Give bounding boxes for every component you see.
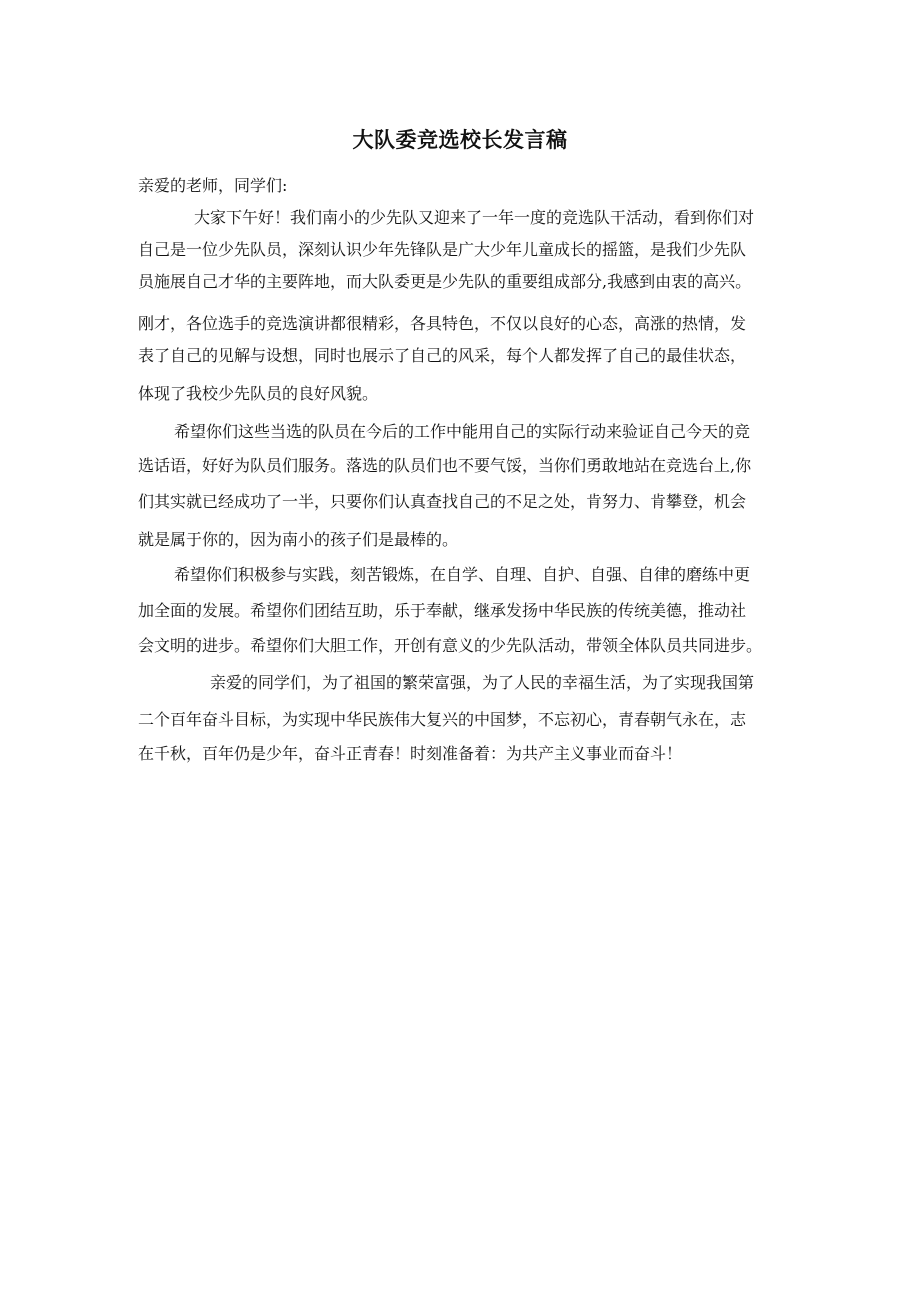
paragraph-3-line-3: 会文明的进步。希望你们大胆工作，开创有意义的少先队活动，带领全体队员共同进步。 [138, 636, 763, 655]
salutation: 亲爱的老师，同学们: [138, 176, 288, 195]
paragraph-3-line-2: 加全面的发展。希望你们团结互助，乐于奉献，继承发扬中华民族的传统美德，推动社 [138, 601, 747, 620]
paragraph-1-line-6: 体现了我校少先队员的良好风貌。 [138, 384, 379, 403]
paragraph-3-line-1: 希望你们积极参与实践，刻苦锻炼，在自学、自理、自护、自强、自律的磨练中更 [174, 565, 751, 584]
paragraph-4-line-2: 二个百年奋斗目标，为实现中华民族伟大复兴的中国梦，不忘初心，青春朝气永在，志 [138, 710, 747, 729]
paragraph-1-line-2: 自己是一位少先队员，深刻认识少年先锋队是广大少年儿童成长的摇篮，是我们少先队 [138, 240, 747, 259]
paragraph-1-line-1: 大家下午好！我们南小的少先队又迎来了一年一度的竞选队干活动，看到你们对 [194, 208, 755, 227]
paragraph-2-line-3: 们其实就已经成功了一半，只要你们认真查找自己的不足之处，肯努力、肯攀登，机会 [138, 492, 747, 511]
paragraph-2-line-1: 希望你们这些当选的队员在今后的工作中能用自己的实际行动来验证自己今天的竞 [174, 422, 751, 441]
paragraph-1-line-5: 表了自己的见解与设想，同时也展示了自己的风采，每个人都发挥了自己的最佳状态， [138, 346, 747, 365]
document-title: 大队委竞选校长发言稿 [352, 128, 568, 152]
paragraph-1-line-4: 刚才，各位选手的竞选演讲都很精彩，各具特色，不仅以良好的心态，高涨的热情，发 [138, 314, 747, 333]
paragraph-2-line-4: 就是属于你的，因为南小的孩子们是最棒的。 [138, 530, 459, 549]
paragraph-4-line-3: 在千秋，百年仍是少年，奋斗正青春！时刻准备着：为共产主义事业而奋斗！ [138, 744, 683, 763]
paragraph-4-line-1: 亲爱的同学们，为了祖国的繁荣富强，为了人民的幸福生活，为了实现我国第 [210, 673, 755, 692]
paragraph-1-line-3: 员施展自己才华的主要阵地，而大队委更是少先队的重要组成部分,我感到由衷的高兴。 [138, 272, 752, 291]
paragraph-2-line-2: 选话语，好好为队员们服务。落选的队员们也不要气馁，当你们勇敢地站在竞选台上,你 [138, 456, 752, 475]
